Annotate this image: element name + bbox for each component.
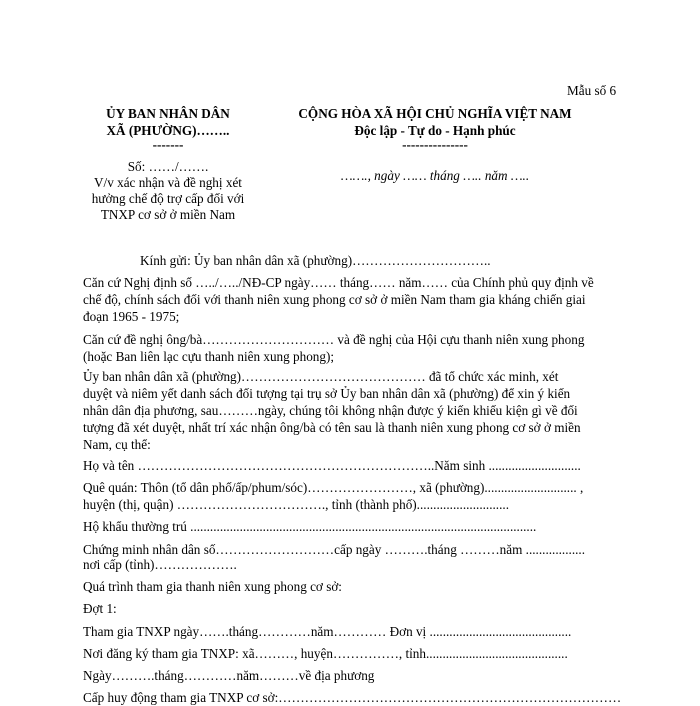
body-line-3: nhân dân địa phương, sau………ngày, chúng tôi không nhận được ý kiến khiếu kiện gì về đối: [83, 403, 578, 418]
hometown-line-1: Quê quán: Thôn (tổ dân phố/ấp/phum/sóc)……………………, xã (phường)............................ ,: [83, 480, 584, 495]
basis-1-line-1: Căn cứ Nghị định số …../…../NĐ-CP ngày…… tháng…… năm…… của Chính phủ quy định về: [83, 275, 594, 290]
document-number: Số: ……/…….: [127, 159, 209, 174]
basis-2-line-1: Căn cứ đề nghị ông/bà………………………… và đề nghị của Hội cựu thanh niên xung phong: [83, 332, 585, 347]
recipient-line: Kính gửi: Ủy ban nhân dân xã (phường)…………………………..: [140, 253, 491, 268]
commune-title: XÃ (PHƯỜNG)……..: [106, 123, 230, 138]
subject-line-1: V/v xác nhận và đề nghị xét: [94, 175, 242, 190]
basis-2-line-2: (hoặc Ban liên lạc cựu thanh niên xung phong);: [83, 349, 335, 364]
body-line-2: duyệt và niêm yết danh sách đối tượng tại trụ sở Ủy ban nhân dân xã (phường) để xin ý kiến: [83, 386, 571, 401]
date-line: ……., ngày …… tháng ….. năm …..: [340, 168, 530, 183]
id-line-1: Chứng minh nhân dân số………………………cấp ngày ……….tháng ………năm ..................: [83, 542, 586, 557]
national-title: CỘNG HÒA XÃ HỘI CHỦ NGHĨA VIỆT NAM: [298, 106, 572, 121]
join-date-field: Tham gia TNXP ngày…….tháng…………năm………… Đơn vị ...........................................: [83, 624, 572, 639]
subject-line-2: hưởng chế độ trợ cấp đối với: [91, 191, 245, 206]
hometown-line-2: huyện (thị, quận) ……………………………., tỉnh (thành phố)............................: [83, 497, 509, 512]
right-divider: ---------------: [402, 137, 468, 152]
process-heading: Quá trình tham gia thanh niên xung phong cơ sở:: [83, 579, 342, 594]
committee-title: ỦY BAN NHÂN DÂN: [106, 106, 230, 121]
name-field: Họ và tên …………………………………………………………..Năm sinh ............................: [83, 458, 581, 473]
body-line-1: Ủy ban nhân dân xã (phường)…………………………………… đã tổ chức xác minh, xét: [83, 369, 559, 384]
body-line-4: tượng đã xét duyệt, nhất trí xác nhận ông/bà có tên sau là thanh niên xung phong cơ sở ở miền: [83, 420, 581, 435]
basis-1-line-3: đoạn 1965 - 1975;: [83, 309, 180, 324]
residence-field: Hộ khẩu thường trú .........................................................................................................: [83, 519, 537, 534]
registration-place-field: Nơi đăng ký tham gia TNXP: xã………, huyện……………, tỉnh...........................................: [83, 646, 568, 661]
mobilization-level-field: Cấp huy động tham gia TNXP cơ sở:……………………………………………………………………: [83, 690, 622, 705]
batch-label: Đợt 1:: [83, 601, 117, 616]
id-line-2: nơi cấp (tỉnh)……………….: [83, 557, 237, 572]
return-date-field: Ngày……….tháng…………năm………về địa phương: [83, 668, 375, 683]
national-motto: Độc lập - Tự do - Hạnh phúc: [354, 123, 516, 138]
form-number: Mẫu số 6: [567, 83, 617, 98]
basis-1-line-2: chế độ, chính sách đối với thanh niên xung phong cơ sở ở miền Nam tham gia kháng chiến giai: [83, 292, 586, 307]
body-line-5: Nam, cụ thể:: [83, 437, 151, 452]
left-divider: -------: [152, 137, 184, 152]
subject-line-3: TNXP cơ sở ở miền Nam: [100, 207, 236, 222]
